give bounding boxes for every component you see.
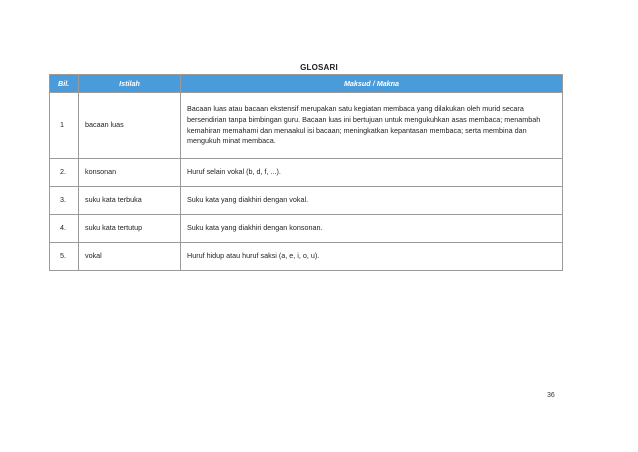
row-bil: 5. <box>50 243 79 271</box>
row-bil: 4. <box>50 215 79 243</box>
header-maksud: Maksud / Makna <box>181 75 563 93</box>
header-row <box>50 75 563 93</box>
row-istilah: suku kata terbuka <box>79 187 181 215</box>
page-title: GLOSARI <box>300 63 338 72</box>
page-number: 36 <box>547 392 555 399</box>
row-istilah: suku kata tertutup <box>79 215 181 243</box>
glossary-table <box>49 74 563 271</box>
row-maksud: Suku kata yang diakhiri dengan konsonan. <box>181 215 563 243</box>
row-bil: 3. <box>50 187 79 215</box>
row-maksud: Bacaan luas atau bacaan ekstensif merupakan satu kegiatan membaca yang dilakukan oleh murid secara bersendirian tanpa bimbingan guru. Bacaan luas ini bertujuan untuk mengukuhkan asas membaca; menambah kemahiran memahami dan menaakul isi bacaan; meningkatkan kepantasan membaca; serta membina dan mengukuh minat membaca. <box>181 93 563 159</box>
row-bil: 1 <box>50 93 79 159</box>
row-istilah: konsonan <box>79 159 181 187</box>
header-istilah: Istilah <box>79 75 181 93</box>
table-row <box>50 215 563 243</box>
row-maksud: Huruf hidup atau huruf saksi (a, e, i, o, u). <box>181 243 563 271</box>
table-row <box>50 243 563 271</box>
row-maksud: Huruf selain vokal (b, d, f, ...). <box>181 159 563 187</box>
row-maksud: Suku kata yang diakhiri dengan vokal. <box>181 187 563 215</box>
table-row <box>50 93 563 159</box>
header-bil: Bil. <box>50 75 79 93</box>
table-row <box>50 187 563 215</box>
table-row <box>50 159 563 187</box>
row-istilah: bacaan luas <box>79 93 181 159</box>
row-istilah: vokal <box>79 243 181 271</box>
row-bil: 2. <box>50 159 79 187</box>
